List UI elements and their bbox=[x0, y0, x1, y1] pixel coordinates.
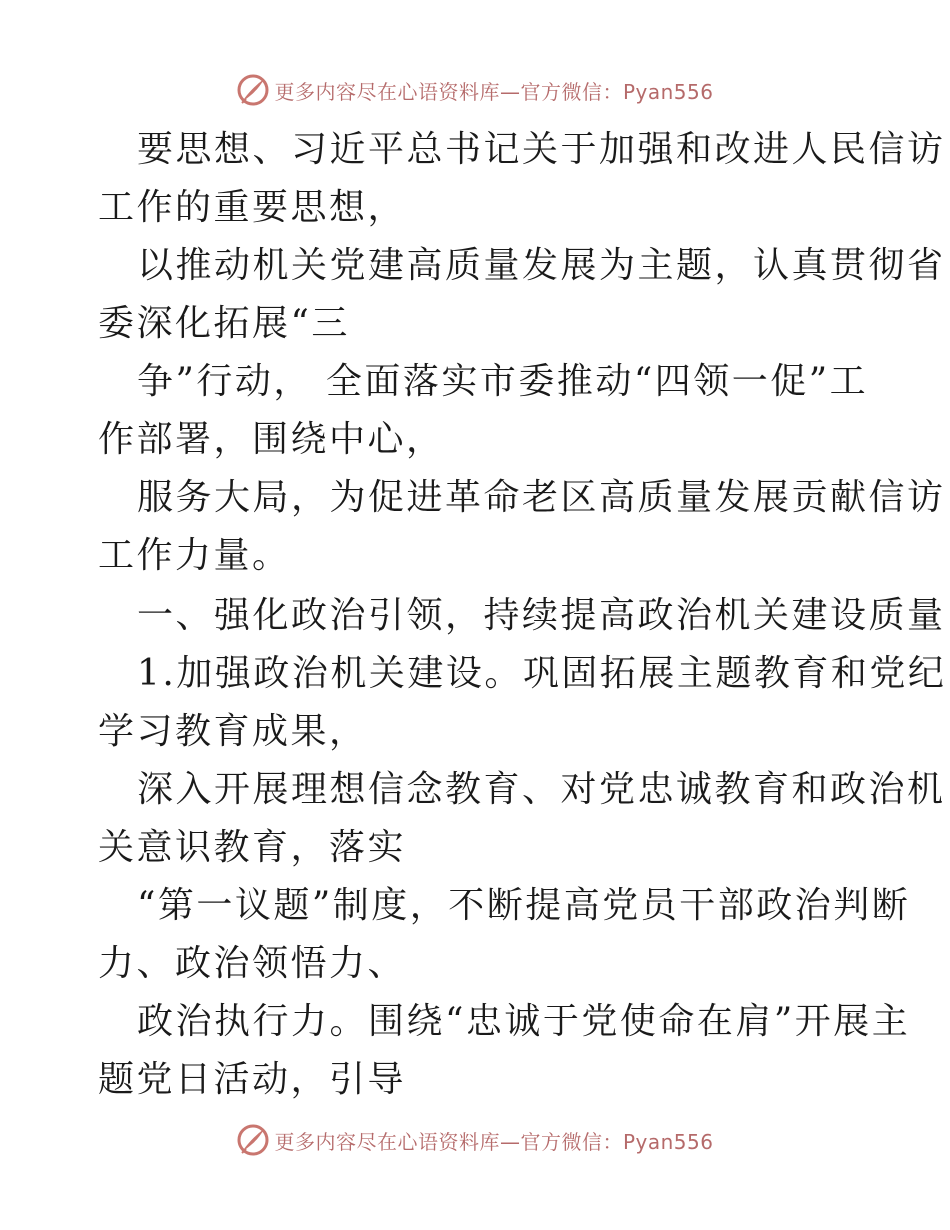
text-line: 题党日活动，引导 bbox=[98, 1059, 407, 1100]
text-line: 关意识教育，落实 bbox=[98, 827, 407, 868]
text-line: 要思想、习近平总书记关于加强和改进人民信访 bbox=[137, 129, 946, 170]
text-line: 工作力量。 bbox=[98, 535, 291, 576]
watermark-logo-icon bbox=[236, 73, 270, 107]
watermark-text: 更多内容尽在心语资料库—官方微信：Pyan556 bbox=[274, 1129, 714, 1154]
text-line: 深入开展理想信念教育、对党忠诚教育和政治机 bbox=[137, 769, 946, 810]
text-line: “第一议题”制度，不断提高党员干部政治判断 bbox=[137, 885, 911, 926]
text-line: 工作的重要思想， bbox=[98, 187, 407, 228]
text-line: 以推动机关党建高质量发展为主题，认真贯彻省 bbox=[137, 245, 946, 286]
watermark-logo-icon bbox=[236, 1123, 270, 1157]
section-heading: 一、强化政治引领，持续提高政治机关建设质量 bbox=[137, 595, 946, 636]
text-line: 政治执行力。围绕“忠诚于党使命在肩”开展主 bbox=[137, 1001, 911, 1042]
watermark-text: 更多内容尽在心语资料库—官方微信：Pyan556 bbox=[274, 79, 714, 104]
text-line: 力、政治领悟力、 bbox=[98, 943, 407, 984]
footer-watermark bbox=[0, 1120, 950, 1160]
text-line: 作部署，围绕中心， bbox=[98, 419, 445, 460]
header-watermark bbox=[0, 70, 950, 110]
text-line: 委深化拓展“三 bbox=[98, 303, 350, 344]
text-line: 服务大局，为促进革命老区高质量发展贡献信访 bbox=[137, 477, 946, 518]
text-line: 争”行动， 全面落实市委推动“四领一促”工 bbox=[137, 361, 869, 402]
text-line: 1.加强政治机关建设。巩固拓展主题教育和党纪 bbox=[137, 653, 947, 694]
text-line: 学习教育成果， bbox=[98, 711, 368, 752]
